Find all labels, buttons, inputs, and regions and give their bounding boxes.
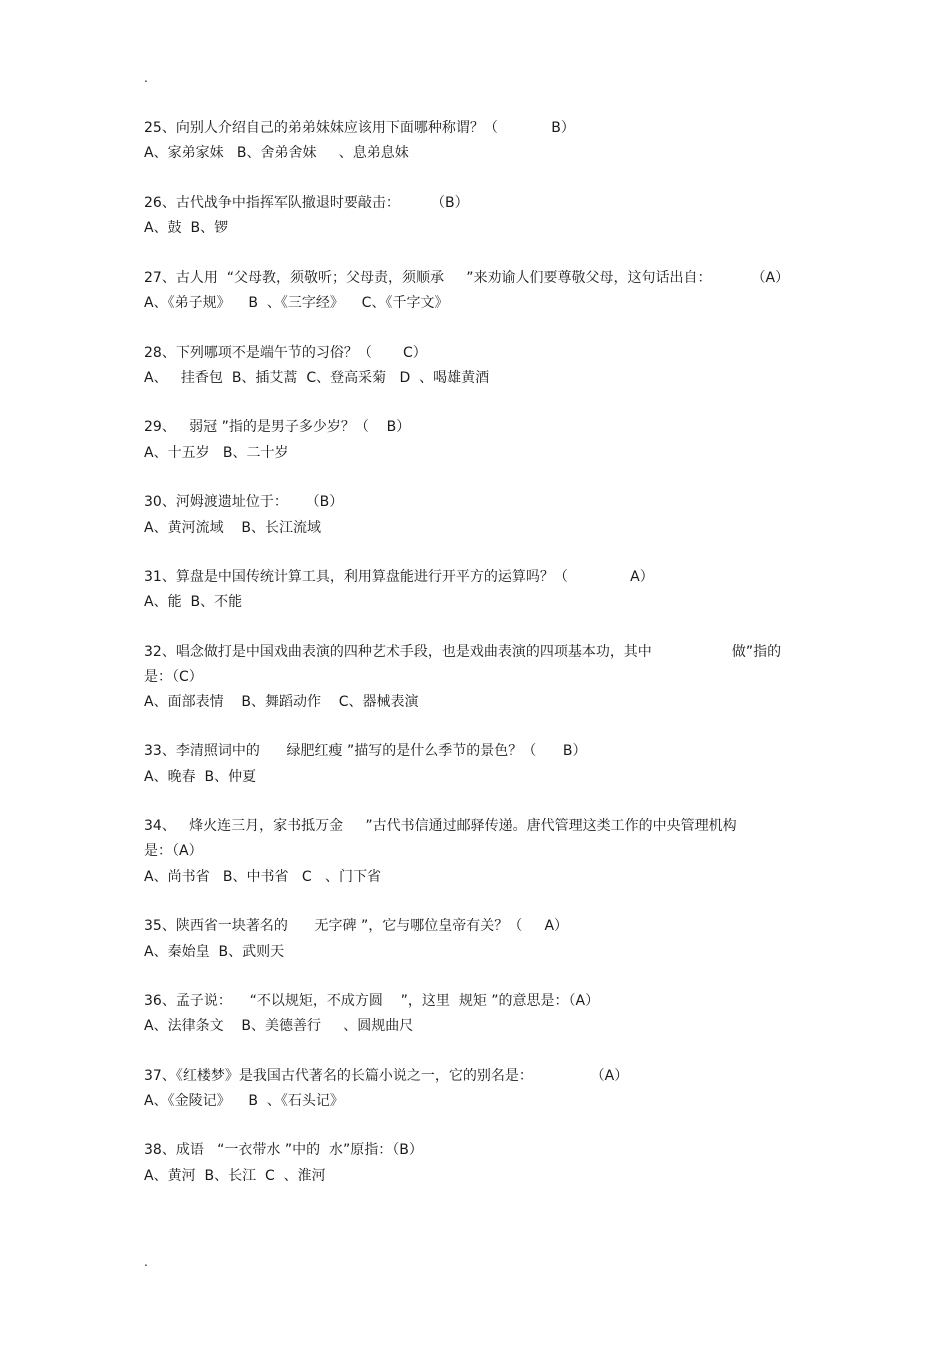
options-31: A、能 B、不能 (144, 594, 243, 610)
options-38: A、黄河 B、长江 C 、淮河 (144, 1168, 326, 1184)
options-35: A、秦始皇 B、武则天 (144, 944, 285, 960)
question-33: 33、李清照词中的 绿肥红瘦 ”描写的是什么季节的景色？（ B） (144, 743, 587, 759)
question-31: 31、算盘是中国传统计算工具，利用算盘能进行开平方的运算吗？（ A） (144, 569, 654, 585)
question-29: 29、 弱冠 ”指的是男子多少岁？（ B） (144, 419, 411, 435)
options-32: A、面部表情 B、舞蹈动作 C、器械表演 (144, 694, 419, 710)
page-bottom-mark: . (144, 1255, 148, 1269)
question-27: 27、古人用 “父母教，须敬听；父母责，须顺承 ”来劝谕人们要尊敬父母，这句话出自： （A） (144, 270, 790, 286)
options-25: A、家弟家妹 B、舍弟舍妹 、息弟息妹 (144, 145, 409, 161)
page-top-mark: . (144, 71, 148, 85)
question-32: 32、唱念做打是中国戏曲表演的四种艺术手段，也是戏曲表演的四项基本功，其中 做”指的 (144, 644, 782, 660)
question-35: 35、陕西省一块著名的 无字碑 ”，它与哪位皇帝有关？（ A） (144, 918, 569, 934)
question-25: 25、向别人介绍自己的弟弟妹妹应该用下面哪种称谓？（ B） (144, 120, 575, 136)
question-32-cont: 是：（C） (144, 669, 203, 685)
question-28: 28、下列哪项不是端午节的习俗？（ C） (144, 345, 427, 361)
options-28: A、 挂香包 B、插艾蒿 C、登高采菊 D 、喝雄黄酒 (144, 370, 490, 386)
options-36: A、法律条文 B、美德善行 、圆规曲尺 (144, 1018, 414, 1034)
question-34-cont: 是：（A） (144, 843, 203, 859)
options-30: A、黄河流域 B、长江流域 (144, 520, 321, 536)
question-36: 36、孟子说： “不以规矩，不成方圆 ”，这里 规矩 ”的意思是：（A） (144, 993, 600, 1009)
question-34: 34、 烽火连三月，家书抵万金 ”古代书信通过邮驿传递。唐代管理这类工作的中央管理机构 (144, 818, 737, 834)
question-37: 37、《红楼梦》是我国古代著名的长篇小说之一，它的别名是： （A） (144, 1068, 629, 1084)
options-27: A、《弟子规》 B 、《三字经》 C、《千字文》 (144, 295, 449, 311)
question-26: 26、古代战争中指挥军队撤退时要敲击： （B） (144, 195, 469, 211)
options-33: A、晚春 B、仲夏 (144, 769, 257, 785)
question-30: 30、河姆渡遗址位于： （B） (144, 494, 344, 510)
options-37: A、《金陵记》 B 、《石头记》 (144, 1093, 344, 1109)
options-29: A、十五岁 B、二十岁 (144, 445, 289, 461)
options-26: A、鼓 B、锣 (144, 220, 229, 236)
question-38: 38、成语 “一衣带水 ”中的 水”原指：（B） (144, 1142, 423, 1158)
options-34: A、尚书省 B、中书省 C 、门下省 (144, 869, 382, 885)
